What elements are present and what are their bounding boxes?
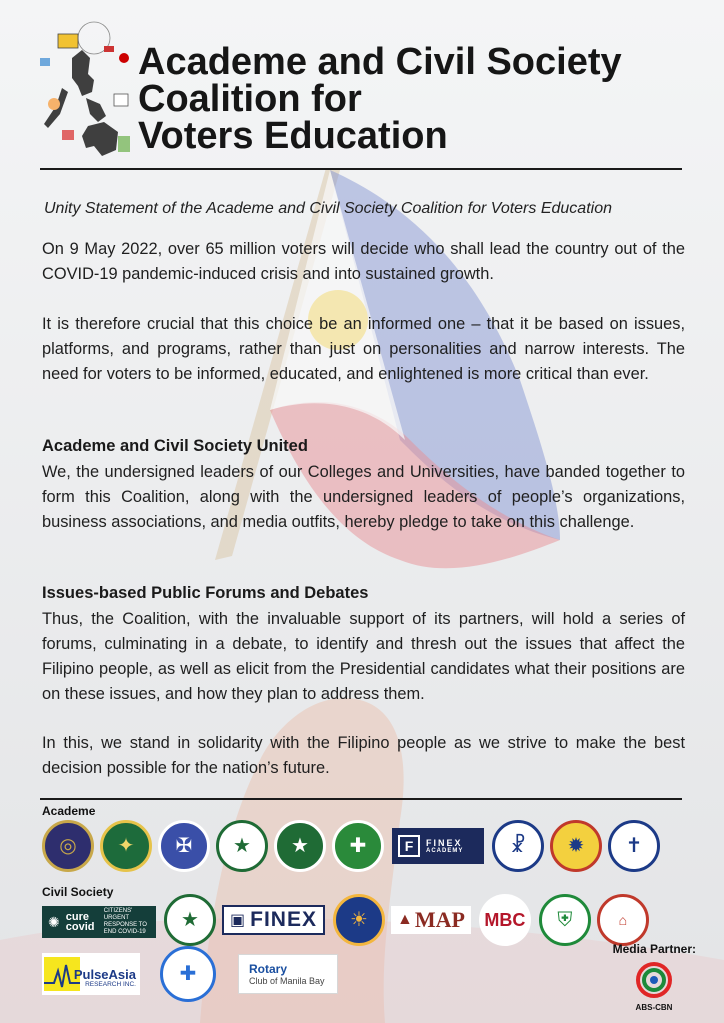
title-line-3: Voters Education xyxy=(138,115,448,157)
map-logo xyxy=(391,906,471,934)
dlsu-philippines-seal: ★ xyxy=(216,820,268,872)
finex-academy-name: FINEX xyxy=(426,838,463,848)
map-icon: ▲ xyxy=(396,911,413,928)
school-seal-3: ✠ xyxy=(158,820,210,872)
cure-covid-name: cure covid xyxy=(65,911,95,933)
finex-name: FINEX xyxy=(250,908,317,931)
academe-logos xyxy=(42,820,666,872)
paragraph-coalition: We, the undersigned leaders of our Colleges and Universities, have banded together to form this Coalition, along with the undersigned leaders of people’s organizations, business associations, and media outfits, hereby pledge to take on this challenge. xyxy=(42,463,685,531)
paragraph-forums: Thus, the Coalition, with the invaluable support of its partners, will hold a series of forums, culminating in a debate, to identify and thresh out the issues that affect the Filipino people, as well as elicit from the Presidential candidates what their positions are on these issues, and how they plan to address them. xyxy=(42,610,685,703)
school-seal-6: ✚ xyxy=(332,820,384,872)
title-line-1: Academe and Civil Society xyxy=(138,41,622,83)
cure-covid-logo xyxy=(42,906,156,938)
sponsors-divider xyxy=(40,798,682,800)
finex-logo xyxy=(222,905,325,935)
map-name: MAP xyxy=(414,907,465,932)
coalition-map-logo xyxy=(34,18,134,166)
nusp-seal: ⌂ xyxy=(597,894,649,946)
mbc-logo: MBC xyxy=(479,894,531,946)
abs-cbn-name: ABS-CBN xyxy=(635,1003,673,1012)
pulse-asia-logo xyxy=(42,953,140,995)
title-line-2: Coalition for xyxy=(138,78,362,120)
academe-label: Academe xyxy=(42,804,96,818)
title-divider xyxy=(40,168,682,170)
cure-covid-sub: CITIZENS' URGENT RESPONSE TO END COVID-19 xyxy=(103,908,147,935)
civil-society-label: Civil Society xyxy=(42,885,114,899)
dlsu-manila-seal: ★ xyxy=(274,820,326,872)
paragraph-intro: On 9 May 2022, over 65 million voters will decide who shall lead the country out of the COVID-19 pandemic-induced crisis and into sustained growth. xyxy=(42,240,685,283)
heading-united: Academe and Civil Society United xyxy=(42,437,308,455)
school-shield-seal: ⛨ xyxy=(539,894,591,946)
abs-cbn-logo xyxy=(628,960,680,1012)
heading-forums: Issues-based Public Forums and Debates xyxy=(42,584,369,602)
page-title xyxy=(138,41,622,157)
pulse-asia-name: PulseAsia xyxy=(73,967,136,982)
paragraph-informed-choice: It is therefore crucial that this choice be an informed one – that it be based on issues, platforms, and programs, rather than just on personalities and narrow interests. The need for voters to be informed, educated, and enlightened is more critical than ever. xyxy=(42,315,685,383)
finex-icon: ▣ xyxy=(230,912,247,929)
rotary-name: Rotary xyxy=(249,962,288,976)
rotary-logo xyxy=(238,954,338,994)
pulse-asia-sub: RESEARCH INC. xyxy=(85,981,136,988)
st-scholastica-seal: ✝ xyxy=(608,820,660,872)
finex-academy-logo xyxy=(392,828,484,864)
media-partner-label: Media Partner: xyxy=(612,942,696,956)
school-seal-9: ✹ xyxy=(550,820,602,872)
school-seal-1: ◎ xyxy=(42,820,94,872)
subtitle: Unity Statement of the Academe and Civil Society Coalition for Voters Education xyxy=(44,200,612,217)
kaisahan-seal: ☀ xyxy=(333,894,385,946)
civil-society-logos-row-1 xyxy=(42,886,655,946)
miriam-college-seal: ☧ xyxy=(492,820,544,872)
paragraph-solidarity: In this, we stand in solidarity with the Filipino people as we strive to make the best decision possible for the nation’s future. xyxy=(42,734,685,777)
dlsu-alumni-seal: ★ xyxy=(164,894,216,946)
cure-covid-icon: ✺ xyxy=(48,913,60,930)
ppcrv-seal: ✚ xyxy=(160,946,216,1002)
school-seal-2: ✦ xyxy=(100,820,152,872)
finex-academy-sub: ACADEMY xyxy=(426,848,464,854)
finex-f-icon: F xyxy=(398,835,420,857)
rotary-sub: Club of Manila Bay xyxy=(249,976,325,986)
civil-society-logos-row-2 xyxy=(42,946,338,1002)
